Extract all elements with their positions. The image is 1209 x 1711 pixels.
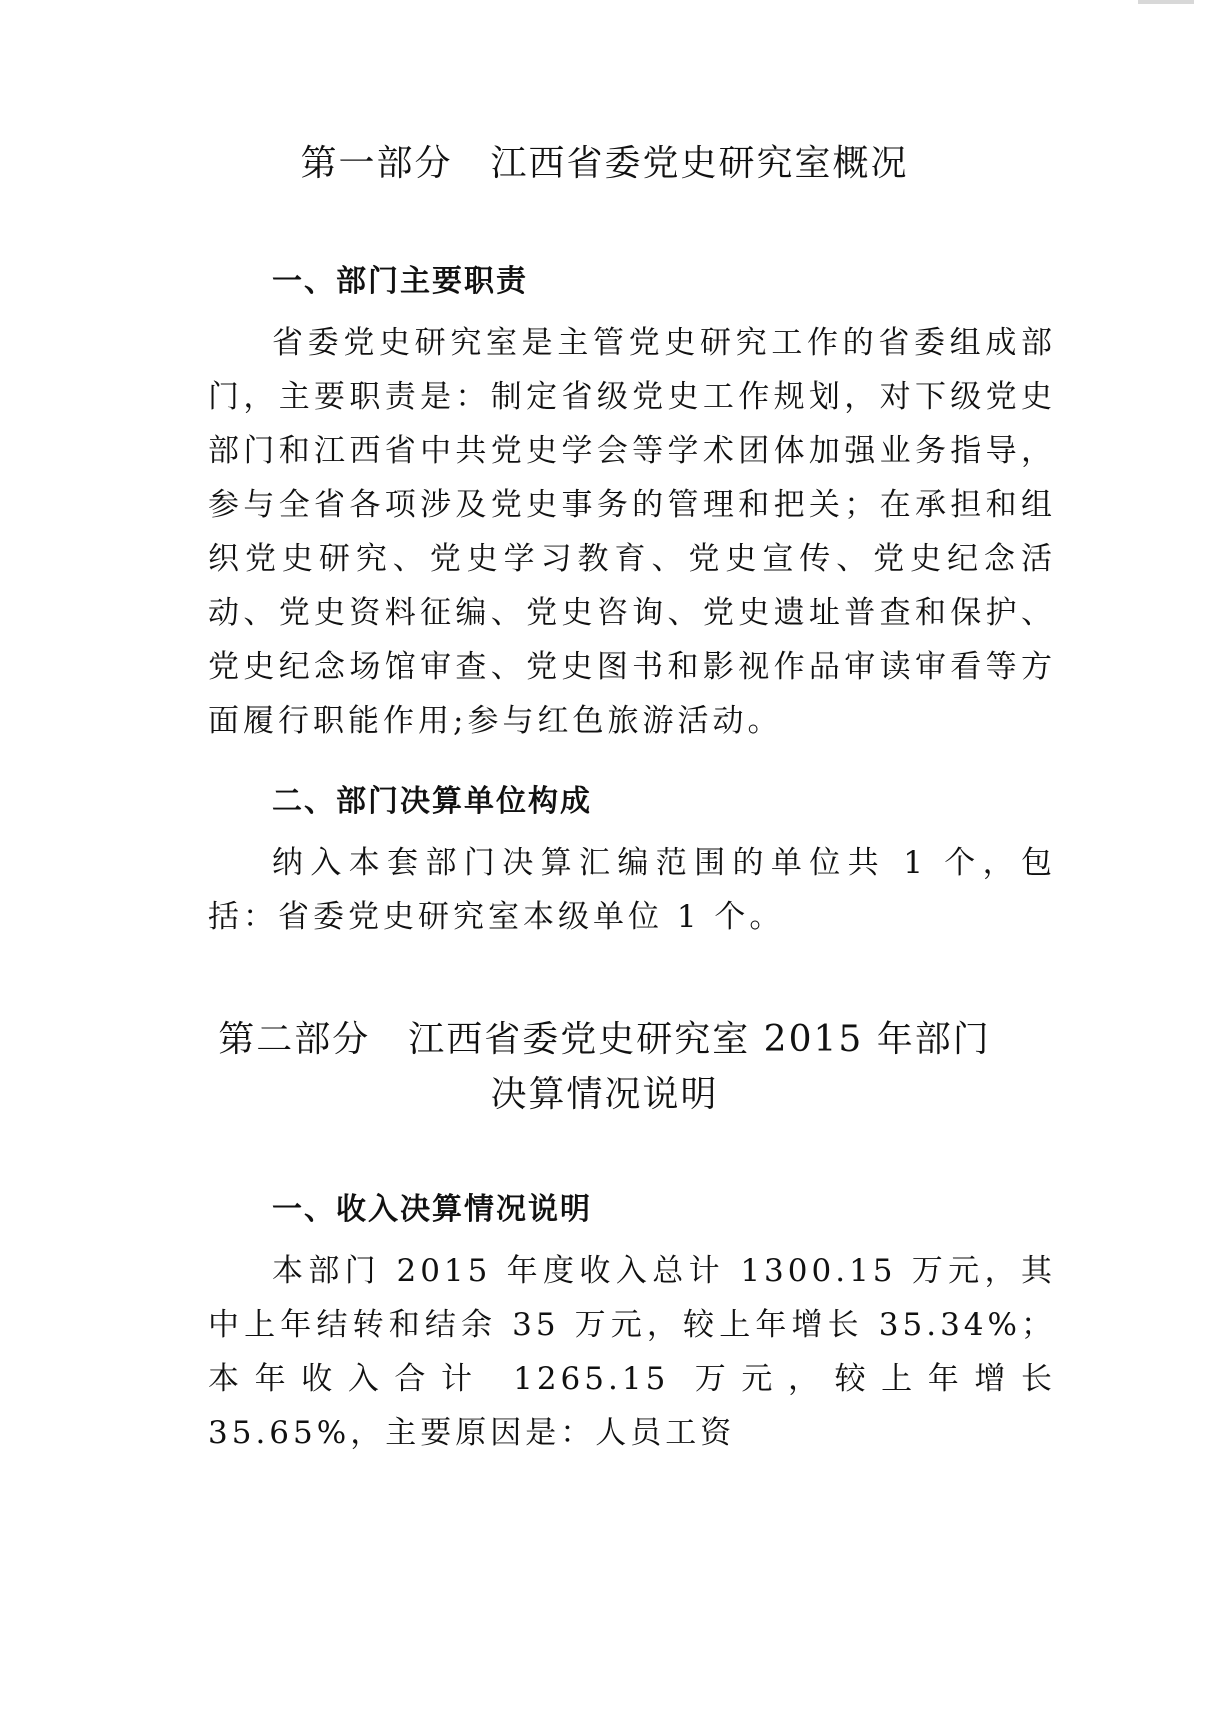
part1-title: 第一部分 江西省委党史研究室概况	[300, 143, 909, 184]
part1-section1-heading: 一、部门主要职责	[272, 264, 528, 299]
scan-artifact	[1138, 0, 1194, 4]
part1-section1-paragraph: 省委党史研究室是主管党史研究工作的省委组成部门，主要职责是：制定省级党史工作规划，对下级党史部门和江西省中共党史学会等学术团体加强业务指导，参与全省各项涉及党史事务的管理和把关；在承担和组织党史研究、党史学习教育、党史宣传、党史纪念活动、党史资料征编、党史咨询、党史遗址普查和保护、党史纪念场馆审查、党史图书和影视作品审读审看等方面履行职能作用;参与红色旅游活动。	[208, 325, 1056, 739]
part1-section2-heading: 二、部门决算单位构成	[272, 784, 592, 819]
part2-section1-heading: 一、收入决算情况说明	[272, 1192, 592, 1227]
part2-title-line1: 第二部分 江西省委党史研究室 2015 年部门	[218, 1019, 991, 1060]
part2-title-line2: 决算情况说明	[490, 1074, 719, 1115]
part1-section2-paragraph: 纳入本套部门决算汇编范围的单位共 1 个，包括：省委党史研究室本级单位 1 个。	[208, 845, 1056, 935]
part2-section1-paragraph: 本部门 2015 年度收入总计 1300.15 万元，其中上年结转和结余 35 万元，较上年增长 35.34%；本年收入合计 1265.15 万元，较上年增长 35.65%，主要原因是：人员工资	[208, 1253, 1056, 1451]
